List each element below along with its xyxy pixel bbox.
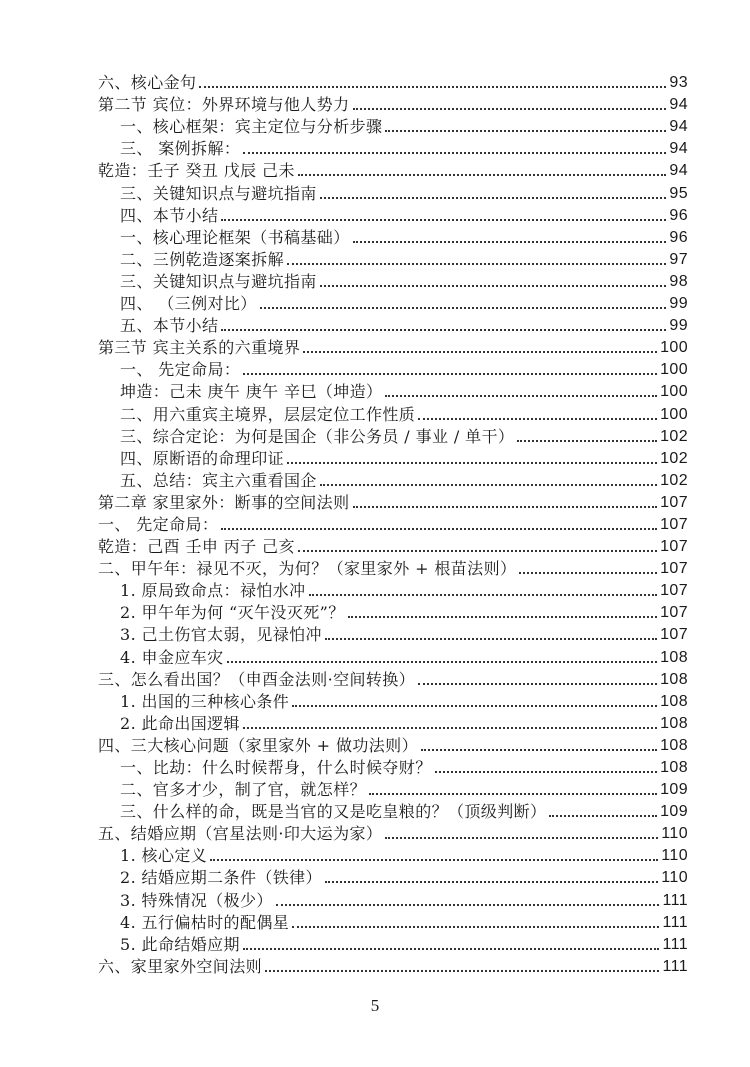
- toc-dot-leader: [549, 815, 657, 817]
- toc-entry-title: 2. 此命出国逻辑: [120, 713, 240, 733]
- toc-entry[interactable]: [98, 270, 688, 292]
- toc-entry[interactable]: [98, 557, 688, 579]
- toc-entry-page: 111: [662, 957, 688, 975]
- toc-entry-page: 107: [660, 538, 688, 556]
- toc-entry-page: 109: [660, 803, 688, 821]
- toc-entry-page: 107: [660, 560, 688, 578]
- toc-dot-leader: [292, 705, 657, 707]
- toc-entry[interactable]: [98, 911, 688, 933]
- toc-entry-title: 二、官多才少，制了官，就怎样？: [120, 780, 367, 800]
- toc-entry-title: 三、综合定论：为何是国企（非公务员 / 事业 / 单干）: [120, 426, 515, 446]
- toc-entry[interactable]: [98, 137, 688, 159]
- toc-entry-page: 108: [660, 759, 688, 776]
- toc-entry[interactable]: [98, 933, 688, 955]
- toc-entry-title: 四、本节小结: [120, 205, 219, 225]
- toc-entry-title: 五、本节小结: [120, 316, 219, 336]
- toc-entry-title: 2. 甲午年为何 “灭午没灭死”？: [120, 603, 345, 623]
- toc-entry[interactable]: [98, 314, 688, 336]
- toc-dot-leader: [309, 594, 658, 596]
- toc-entry[interactable]: [98, 159, 688, 181]
- table-of-contents: [98, 71, 688, 977]
- toc-entry-title: 1. 出国的三种核心条件: [120, 691, 290, 711]
- toc-entry-page: 99: [669, 295, 688, 313]
- toc-entry[interactable]: [98, 756, 688, 778]
- toc-dot-leader: [276, 904, 660, 906]
- toc-entry-title: 四、三大核心问题（家里家外 + 做功法则）: [98, 735, 418, 755]
- toc-entry-page: 111: [662, 913, 688, 931]
- toc-dot-leader: [210, 859, 658, 861]
- toc-entry-title: 三、 案例拆解：: [120, 139, 241, 159]
- toc-entry[interactable]: [98, 226, 688, 248]
- toc-entry-title: 4. 申金应车灾: [120, 647, 224, 667]
- toc-dot-leader: [243, 727, 657, 729]
- toc-dot-leader: [199, 86, 666, 88]
- toc-entry-page: 108: [660, 736, 688, 754]
- toc-entry-title: 5. 此命结婚应期: [120, 934, 240, 954]
- toc-dot-leader: [320, 484, 657, 486]
- toc-dot-leader: [243, 373, 657, 375]
- toc-dot-leader: [353, 506, 658, 508]
- toc-entry-title: 2. 结婚应期二条件（铁律）: [120, 868, 322, 888]
- toc-entry[interactable]: [98, 181, 688, 203]
- toc-dot-leader: [325, 881, 658, 883]
- toc-dot-leader: [298, 550, 657, 552]
- toc-dot-leader: [287, 462, 657, 464]
- toc-entry[interactable]: [98, 645, 688, 667]
- toc-entry[interactable]: [98, 888, 688, 910]
- toc-dot-leader: [385, 837, 658, 839]
- toc-entry[interactable]: [98, 822, 688, 844]
- toc-dot-leader: [385, 130, 666, 132]
- toc-dot-leader: [418, 418, 657, 420]
- toc-entry-title: 三、关键知识点与避坑指南: [120, 271, 317, 291]
- toc-dot-leader: [353, 241, 667, 243]
- toc-dot-leader: [435, 771, 657, 773]
- toc-entry[interactable]: [98, 778, 688, 800]
- toc-entry-title: 三、怎么看出国？（申酉金法则·空间转换）: [98, 669, 416, 689]
- toc-entry-page: 109: [660, 781, 688, 799]
- toc-entry-title: 五、总结：宾主六重看国企: [120, 470, 317, 490]
- toc-entry-title: 1. 原局致命点：禄怕水冲: [120, 581, 306, 601]
- toc-entry-title: 三、什么样的命，既是当官的又是吃皇粮的？（顶级判断）: [120, 802, 547, 822]
- toc-dot-leader: [320, 285, 667, 287]
- toc-dot-leader: [298, 174, 667, 176]
- toc-entry-page: 108: [660, 648, 688, 666]
- toc-entry-page: 111: [662, 935, 688, 953]
- toc-dot-leader: [221, 528, 657, 530]
- toc-dot-leader: [221, 329, 666, 331]
- toc-entry-page: 100: [660, 361, 688, 379]
- toc-dot-leader: [292, 926, 659, 928]
- toc-entry-page: 93: [669, 74, 688, 92]
- toc-dot-leader: [320, 197, 667, 199]
- toc-entry[interactable]: [98, 579, 688, 601]
- toc-entry-title: 4. 五行偏枯时的配偶星: [120, 912, 290, 932]
- toc-entry[interactable]: [98, 623, 688, 645]
- toc-entry-title: 四、 （三例对比）: [120, 294, 257, 314]
- toc-entry-title: 二、用六重宾主境界，层层定位工作性质: [120, 404, 416, 424]
- toc-entry-page: 94: [669, 162, 688, 180]
- toc-entry-page: 94: [669, 140, 688, 158]
- toc-dot-leader: [260, 307, 667, 309]
- toc-entry[interactable]: [98, 447, 688, 469]
- toc-entry[interactable]: [98, 668, 688, 690]
- toc-entry[interactable]: [98, 204, 688, 226]
- toc-entry[interactable]: [98, 513, 688, 535]
- toc-entry-page: 100: [660, 383, 688, 401]
- toc-entry-page: 108: [660, 714, 688, 732]
- toc-entry-title: 四、原断语的命理印证: [120, 448, 285, 468]
- toc-entry[interactable]: [98, 866, 688, 888]
- toc-entry-page: 111: [662, 891, 688, 909]
- toc-entry-page: 96: [669, 228, 688, 246]
- toc-entry-title: 一、比劫：什么时候帮身，什么时候夺财？: [120, 758, 432, 777]
- toc-entry-title: 1. 核心定义: [120, 846, 208, 866]
- toc-entry-page: 107: [660, 626, 688, 644]
- toc-entry-page: 110: [661, 825, 688, 843]
- toc-dot-leader: [519, 572, 657, 574]
- toc-entry-title: 3. 己土伤官太弱，见禄怕冲: [120, 625, 322, 645]
- toc-dot-leader: [369, 793, 657, 795]
- toc-entry-title: 乾造：壬子 癸丑 戊辰 己未: [98, 161, 295, 181]
- toc-entry-page: 94: [669, 118, 688, 136]
- toc-entry[interactable]: [98, 380, 688, 402]
- toc-entry[interactable]: [98, 955, 688, 977]
- toc-entry-page: 95: [669, 184, 688, 202]
- toc-entry[interactable]: [98, 800, 688, 822]
- toc-entry-title: 二、三例乾造逐案拆解: [120, 249, 285, 269]
- toc-entry[interactable]: [98, 425, 688, 447]
- page-number: 5: [370, 996, 380, 1015]
- toc-entry-page: 94: [669, 96, 688, 114]
- toc-entry[interactable]: [98, 115, 688, 137]
- toc-entry[interactable]: [98, 292, 688, 314]
- toc-entry-title: 一、 先定命局：: [120, 360, 241, 380]
- toc-entry-title: 乾造：己酉 壬申 丙子 己亥: [98, 537, 295, 557]
- toc-entry-page: 107: [660, 604, 688, 622]
- toc-entry-page: 108: [660, 670, 688, 688]
- toc-dot-leader: [243, 948, 660, 950]
- toc-entry[interactable]: [98, 690, 688, 712]
- toc-entry-title: 第二章 家里家外：断事的空间法则: [98, 492, 350, 512]
- toc-entry-title: 五、结婚应期（宫星法则·印大运为家）: [98, 824, 383, 844]
- toc-entry[interactable]: [98, 469, 688, 491]
- toc-dot-leader: [303, 351, 657, 353]
- toc-entry-title: 三、关键知识点与避坑指南: [120, 183, 317, 203]
- toc-entry-title: 一、核心理论框架（书稿基础）: [120, 227, 350, 247]
- toc-dot-leader: [221, 219, 666, 221]
- toc-entry-page: 99: [669, 317, 688, 335]
- toc-dot-leader: [348, 616, 657, 618]
- toc-entry-title: 坤造：己未 庚午 庚午 辛巳（坤造）: [120, 382, 383, 402]
- toc-dot-leader: [325, 638, 657, 640]
- toc-entry[interactable]: [98, 71, 688, 93]
- toc-dot-leader: [385, 395, 657, 397]
- toc-entry[interactable]: [98, 491, 688, 513]
- toc-entry[interactable]: [98, 712, 688, 734]
- toc-entry[interactable]: [98, 402, 688, 424]
- toc-entry-title: 一、 先定命局：: [98, 514, 219, 534]
- toc-entry[interactable]: [98, 358, 688, 380]
- toc-entry-title: 二、甲午年：禄见不灭，为何？（家里家外 + 根苗法则）: [98, 559, 517, 579]
- toc-entry-page: 98: [669, 272, 688, 290]
- toc-entry[interactable]: [98, 535, 688, 557]
- toc-entry-page: 107: [660, 582, 688, 600]
- toc-dot-leader: [418, 683, 657, 685]
- toc-entry-title: 第三节 宾主关系的六重境界: [98, 338, 301, 358]
- toc-entry-page: 100: [660, 339, 688, 357]
- toc-dot-leader: [517, 440, 657, 442]
- toc-entry-title: 一、核心框架：宾主定位与分析步骤: [120, 117, 383, 137]
- toc-entry-title: 第二节 宾位：外界环境与他人势力: [98, 95, 350, 115]
- toc-entry[interactable]: [98, 734, 688, 756]
- toc-entry-page: 107: [660, 515, 688, 533]
- toc-entry-page: 107: [660, 493, 688, 511]
- toc-entry-page: 97: [669, 250, 688, 268]
- toc-entry[interactable]: [98, 336, 688, 358]
- toc-entry-page: 110: [661, 847, 688, 865]
- toc-dot-leader: [227, 661, 658, 663]
- toc-entry[interactable]: [98, 601, 688, 623]
- toc-dot-leader: [421, 749, 657, 751]
- toc-entry-title: 六、家里家外空间法则: [98, 956, 263, 976]
- toc-entry[interactable]: [98, 93, 688, 115]
- toc-entry-page: 102: [660, 449, 688, 467]
- toc-entry-page: 110: [661, 869, 688, 887]
- toc-entry-page: 102: [660, 427, 688, 445]
- toc-entry[interactable]: [98, 844, 688, 866]
- toc-entry-page: 96: [669, 206, 688, 224]
- toc-entry-title: 六、核心金句: [98, 73, 197, 93]
- toc-entry[interactable]: [98, 248, 688, 270]
- toc-entry-page: 100: [660, 405, 688, 423]
- toc-dot-leader: [287, 263, 666, 265]
- toc-dot-leader: [265, 970, 659, 972]
- toc-entry-page: 108: [660, 692, 688, 710]
- toc-dot-leader: [353, 108, 667, 110]
- toc-entry-title: 3. 特殊情况（极少）: [120, 890, 273, 910]
- toc-entry-page: 102: [660, 471, 688, 489]
- toc-dot-leader: [243, 152, 666, 154]
